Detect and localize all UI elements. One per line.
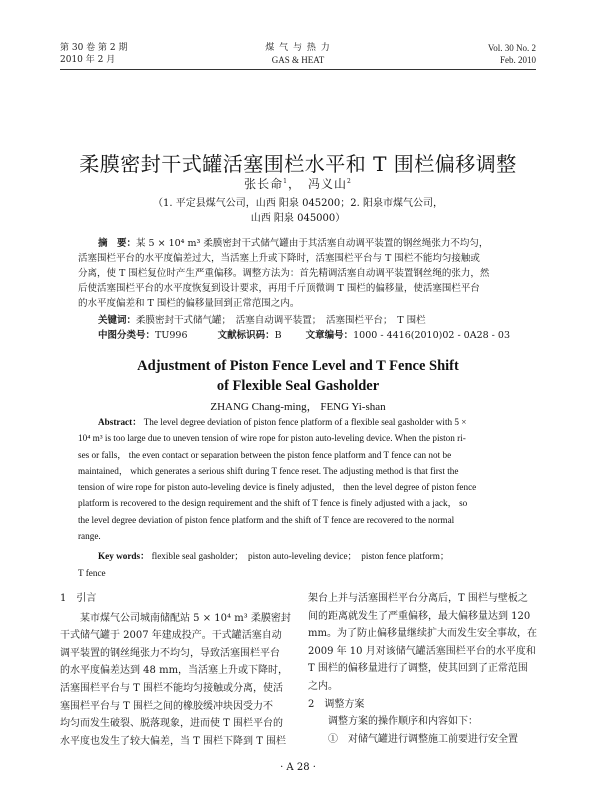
keywords-en-text: flexible seal gasholder； piston auto-leveling device； piston fence platform； — [151, 551, 450, 562]
volume-en-text: Vol. 30 No. 2 — [487, 43, 536, 53]
clc-value: TU996 — [155, 330, 188, 341]
affiliation-line-1: （1. 平定县煤气公司，山西 阳泉 045200；2. 阳泉市煤气公司， — [153, 198, 443, 209]
abstract-en-line: 10⁴ m³ is too large due to uneven tension of wire rope for piston auto-leveling device. When the piston ri- — [78, 433, 466, 444]
doc-code-value: B — [274, 330, 282, 341]
author-separator: ， — [287, 177, 308, 191]
date-text-en: Feb. 2010 — [500, 55, 536, 65]
body-line: 之内。 — [308, 680, 338, 692]
abstract-en — [78, 414, 518, 581]
keywords-en-label: Key words： — [98, 551, 150, 562]
volume-issue-text: 第 30 卷 第 2 期 — [60, 43, 128, 53]
body-line: 2009 年 10 月对该储气罐活塞围栏平台的水平度和 — [308, 645, 536, 657]
affiliations-zh — [0, 196, 596, 226]
abstract-zh-line: 某 5 × 10⁴ m³ 柔膜密封干式储气罐由于其活塞自动调平装置的钢丝绳张力不均匀， — [136, 238, 489, 249]
header-rule — [60, 69, 536, 70]
abstract-en-label: Abstract： — [98, 417, 142, 427]
page-number: · A 28 · — [280, 762, 316, 773]
section-heading-2: 2 调整方案 — [308, 698, 365, 710]
title-en-line-2: of Flexible Seal Gasholder — [216, 378, 380, 394]
body-line: T 围栏的偏移量进行了调整，使其回到了正常范围 — [308, 663, 528, 675]
abstract-en-line: range. — [78, 531, 101, 542]
abstract-en-line: maintained， which generates a serious shift during T fence reset. The adjusting method is that first the — [78, 465, 459, 476]
journal-volume-issue — [60, 42, 127, 66]
article-number-value: 1000 - 4416(2010)02 - 0A28 - 03 — [353, 330, 511, 341]
paper-title-en — [0, 356, 596, 396]
abstract-zh-line: 分离，使 T 围栏复位时产生严重偏移。调整方法为：首先精调活塞自动调平装置钢丝绳的张力，然 — [78, 268, 490, 279]
journal-name — [198, 42, 398, 66]
date-text-zh: 2010 年 2 月 — [60, 55, 116, 65]
abstract-zh-line: 活塞围栏平台的水平度偏差过大，当活塞上升或下降时，活塞围栏平台与 T 围栏不能均匀接触或 — [78, 253, 480, 264]
author-1-affil: 1 — [283, 178, 288, 185]
authors-zh — [0, 176, 596, 193]
title-en-line-1: Adjustment of Piston Fence Level and T Fence Shift — [137, 358, 459, 374]
body-line: 间的距离就发生了严重偏移，最大偏移量达到 120 — [308, 610, 531, 622]
clc-label: 中图分类号： — [98, 330, 156, 341]
abstract-en-line: The level degree deviation of piston fence platform of a flexible seal gasholder with 5 × — [143, 417, 467, 427]
author-2: 冯义山 — [308, 177, 348, 191]
author-2-affil: 2 — [347, 178, 352, 185]
abstract-zh — [78, 236, 518, 343]
abstract-zh-label: 摘 要： — [98, 238, 137, 249]
body-left-column — [60, 590, 290, 750]
body-line: 活塞围栏平台与 T 围栏不能均匀接触或分离，使活 — [60, 682, 284, 694]
section-heading-1: 1 引言 — [60, 593, 97, 604]
abstract-zh-line: 后使活塞围栏平台的水平度恢复到设计要求，再用千斤顶微调 T 围栏的偏移量，使活塞围栏平台 — [78, 283, 480, 294]
body-line: ① 对储气罐进行调整施工前要进行安全置 — [328, 733, 518, 745]
body-line: 架台上并与活塞围栏平台分离后，T 围栏与壁板之 — [308, 593, 528, 604]
keywords-zh-text: 柔膜密封干式储气罐； 活塞自动调平装置； 活塞围栏平台； T 围栏 — [136, 315, 426, 326]
body-line: 塞围栏平台与 T 围栏之间的橡胶缓冲块因受力不 — [60, 700, 274, 712]
body-line: 均匀而发生破裂、脱落现象，进而使 T 围栏平台的 — [60, 718, 284, 730]
body-line: mm。为了防止偏移量继续扩大而发生安全事故，在 — [308, 628, 537, 640]
body-line: 某市煤气公司城南储配站 5 × 10⁴ m³ 柔膜密封 — [80, 612, 291, 624]
affiliation-line-2: 山西 阳泉 045000） — [250, 213, 346, 224]
abstract-en-line: ses or falls， the even contact or separation between the piston fence platform and T fence can not be — [78, 449, 452, 460]
keywords-en-text-cont: T fence — [78, 567, 106, 578]
abstract-en-line: the level degree deviation of piston fence platform and the shift of T fence are recovered to the normal — [78, 514, 455, 525]
body-line: 干式储气罐于 2007 年建成投产。干式罐活塞自动 — [60, 630, 282, 642]
body-right-column — [308, 590, 538, 748]
paper-title-zh: 柔膜密封干式罐活塞围栏水平和 T 围栏偏移调整 — [79, 152, 517, 176]
abstract-zh-line: 的水平度偏差和 T 围栏的偏移量回到正常范围之内。 — [78, 298, 300, 309]
journal-name-zh: 煤 气 与 热 力 — [265, 43, 331, 53]
journal-volume-en — [488, 42, 536, 66]
body-line: 水平度也发生了较大偏差，当 T 围栏下降到 T 围栏 — [60, 735, 287, 747]
abstract-en-line: tension of wire rope for piston auto-leveling device is finely adjusted， then the level degree of piston fence — [78, 482, 477, 493]
body-line: 的水平度偏差达到 48 mm，当活塞上升或下降时， — [60, 665, 289, 677]
body-line: 调整方案的操作顺序和内容如下： — [328, 716, 478, 728]
body-line: 调平装置的钢丝绳张力不均匀，导致活塞围栏平台 — [60, 647, 280, 659]
doc-code-label: 文献标识码： — [217, 330, 275, 341]
article-number-label: 文章编号： — [305, 330, 354, 341]
authors-en: ZHANG Chang-ming， FENG Yi-shan — [210, 401, 386, 413]
keywords-zh-label: 关键词： — [98, 315, 137, 326]
journal-name-en: GAS & HEAT — [271, 55, 325, 65]
abstract-en-line: platform is recovered to the design requirement and the shift of T fence is finely adjusted with a jack， so — [78, 498, 468, 509]
author-1: 张长命 — [244, 177, 284, 191]
